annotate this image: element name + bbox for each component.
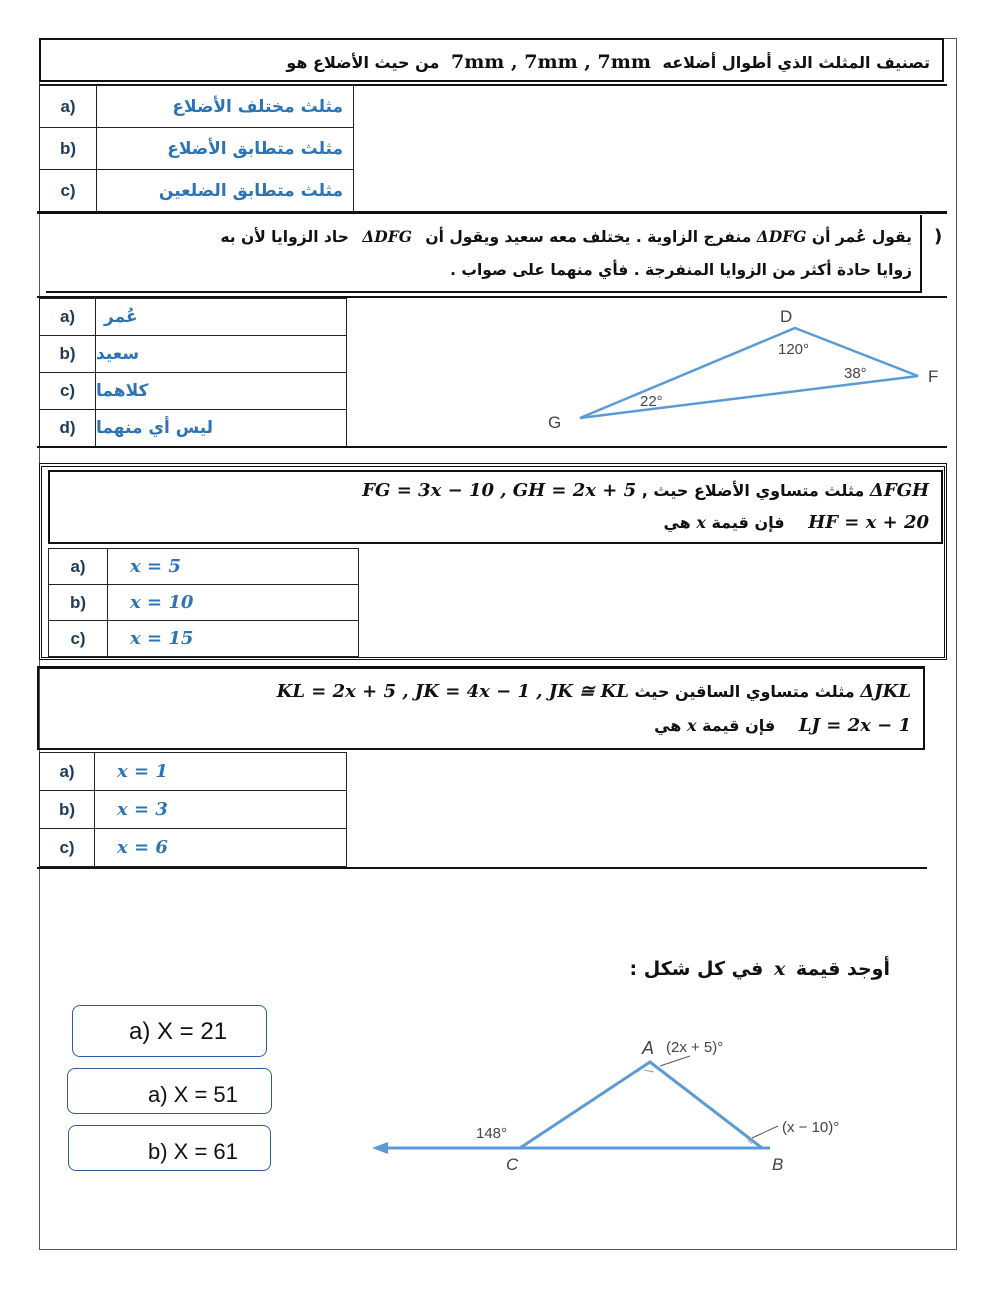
- label-d: D: [780, 307, 793, 326]
- q2-line1-b: منفرج الزاوية . يختلف معه سعيد ويقول أن: [425, 228, 752, 246]
- q3-t2: فإن قيمة: [711, 513, 785, 532]
- q2-stem: [46, 215, 922, 293]
- q3-option-c[interactable]: c) x = 15: [49, 621, 359, 657]
- q4-t2: فإن قيمة: [702, 716, 776, 735]
- q3-option-a[interactable]: a) x = 5: [49, 549, 359, 585]
- q2-line1-m2: ΔDFG: [362, 227, 412, 246]
- label-f: F: [928, 367, 939, 386]
- answer-box-1[interactable]: a) X = 21: [72, 1005, 267, 1057]
- q1-option-c[interactable]: c) مثلث متطابق الضلعين: [40, 170, 354, 212]
- q4-stem-box: [37, 666, 925, 750]
- q2-triangle-figure: [540, 300, 960, 440]
- q1-option-a[interactable]: a) مثلث مختلف الأضلاع: [40, 86, 354, 128]
- triangle-abc: [520, 1062, 762, 1148]
- q4-option-a[interactable]: a) x = 1: [40, 753, 347, 791]
- q1-stem-tail: من حيث الأضلاع هو: [286, 53, 440, 72]
- q3-m2: FG = 3x − 10 , GH = 2x + 5: [362, 480, 637, 501]
- angle-a: (2x + 5)°: [666, 1039, 724, 1056]
- angle-f: 38°: [844, 365, 867, 382]
- q1-stem-math: 7mm , 7mm , 7mm: [450, 51, 651, 73]
- q3-m3: HF = x + 20: [808, 512, 929, 533]
- angle-b: (x − 10)°: [782, 1119, 840, 1136]
- q4-option-b[interactable]: b) x = 3: [40, 791, 347, 829]
- q3-x: x: [696, 513, 706, 532]
- q1-stem-text: تصنيف المثلث الذي أطوال أضلاعه: [662, 53, 930, 72]
- q2-line1-a: يقول عُمر أن: [811, 228, 912, 246]
- label-a: A: [642, 1038, 655, 1058]
- q3-m1: ΔFGH: [869, 480, 929, 501]
- q4-option-c[interactable]: c) x = 6: [40, 829, 347, 867]
- q4-options: [39, 752, 347, 867]
- triangle-dfg: [580, 328, 918, 418]
- q1-stem-box: [39, 38, 944, 82]
- q2-options: [39, 298, 347, 447]
- answer-box-2[interactable]: a) X = 51: [67, 1068, 272, 1114]
- label-g: G: [548, 413, 562, 432]
- q5-triangle-figure: [360, 1028, 900, 1178]
- angle-d: 120°: [778, 341, 810, 358]
- q2-marker: ): [934, 226, 943, 247]
- label-c: C: [506, 1155, 519, 1174]
- q1-option-b[interactable]: b) مثلث متطابق الأضلاع: [40, 128, 354, 170]
- label-b: B: [772, 1155, 784, 1174]
- q3-option-b[interactable]: b) x = 10: [49, 585, 359, 621]
- q4-t3: هي: [654, 716, 682, 735]
- q2-option-b[interactable]: b) سعيد: [40, 336, 347, 373]
- angle-g: 22°: [640, 393, 663, 410]
- q3-t1: مثلث متساوي الأضلاع حيث ,: [641, 481, 865, 500]
- q2-option-c[interactable]: c) كلاهما: [40, 373, 347, 410]
- q2-option-a[interactable]: a) عُمر: [40, 299, 347, 336]
- q4-t1: مثلث متساوي الساقين حيث: [634, 682, 855, 701]
- q4-m1: ΔJKL: [860, 681, 911, 702]
- q2-option-d[interactable]: d) ليس أي منهما: [40, 410, 347, 447]
- q3-stem-box: [48, 470, 943, 544]
- q3-t3: هي: [663, 513, 691, 532]
- q1-options: [39, 85, 354, 212]
- q2-line1-m1: ΔDFG: [756, 227, 807, 246]
- q2-line1-c: حاد الزوايا لأن به: [220, 228, 349, 246]
- q4-m2: KL = 2x + 5 , JK = 4x − 1 , JK ≅ KL: [276, 681, 629, 702]
- q2-line2: زوايا حادة أكثر من الزوايا المنفرجة . فأي منهما على صواب .: [450, 261, 912, 279]
- q4-x: x: [686, 716, 697, 735]
- angle-c-exterior: 148°: [476, 1125, 508, 1142]
- answer-box-3[interactable]: b) X = 61: [68, 1125, 271, 1171]
- q4-m3: LJ = 2x − 1: [798, 715, 911, 736]
- q5-title: أوجد قيمة x في كل شكل :: [629, 958, 890, 980]
- ray-arrow-icon: [372, 1142, 388, 1154]
- q3-options: [48, 548, 359, 657]
